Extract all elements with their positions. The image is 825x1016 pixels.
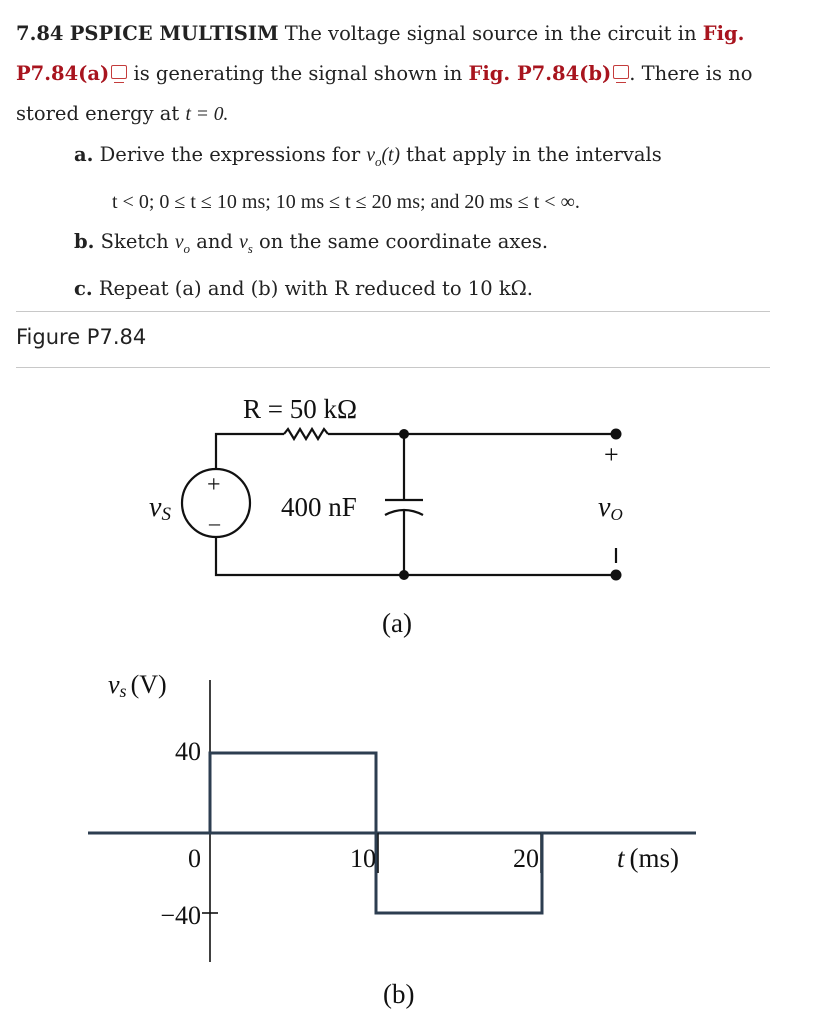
- node-top: [399, 429, 409, 439]
- part-c-label: c.: [74, 276, 93, 300]
- problem-text-3: . There is no: [629, 62, 753, 85]
- x-axis-label-var: t: [617, 843, 625, 873]
- y-tick-label-40: 40: [175, 737, 201, 766]
- source-label: [149, 492, 171, 525]
- vs-var-b: v: [239, 231, 248, 253]
- resistor-label: R = 50 kΩ: [243, 394, 358, 424]
- part-b-text-2: on the same coordinate axes.: [259, 229, 549, 253]
- vo-sub-b: o: [183, 240, 191, 256]
- resistor-symbol: [284, 429, 328, 439]
- y-axis-label-sub: s: [119, 681, 127, 701]
- y-axis-label-unit: (V): [130, 670, 167, 699]
- circuit-nodes: [399, 429, 622, 581]
- part-a-text-2: that apply in the intervals: [406, 143, 662, 166]
- problem-number: 7.84: [16, 22, 64, 45]
- capacitor-label: 400 nF: [281, 492, 357, 522]
- output-label: [598, 492, 623, 524]
- part-a-intervals: t < 0; 0 ≤ t ≤ 10 ms; 10 ms ≤ t ≤ 20 ms; and 20 ms ≤ t < ∞.: [112, 190, 580, 213]
- part-b-and: and: [196, 229, 233, 253]
- problem-text-2: is generating the signal shown in: [133, 62, 463, 85]
- vo-sub: o: [375, 153, 382, 169]
- circuit-caption: (a): [382, 608, 412, 638]
- output-label-sub: O: [610, 505, 623, 524]
- source-plus: +: [207, 472, 221, 498]
- part-b-label: b.: [74, 229, 95, 253]
- vo-var: v: [366, 145, 376, 166]
- part-a-text-1: Derive the expressions for: [99, 143, 361, 166]
- terminal-bottom: [611, 570, 622, 581]
- problem-tags: PSPICE MULTISIM: [69, 22, 279, 45]
- y-axis-label: [108, 670, 167, 701]
- y-axis-label-var: v: [108, 670, 120, 699]
- problem-text-4: stored energy at: [16, 102, 180, 125]
- vo-var-b: v: [174, 231, 184, 253]
- circuit-diagram: [182, 429, 616, 575]
- part-b-text-1: Sketch: [100, 229, 169, 253]
- terminal-top: [611, 429, 622, 440]
- part-a-label: a.: [74, 143, 94, 166]
- node-bottom: [399, 570, 409, 580]
- x-tick-label-10: 10: [350, 844, 376, 873]
- x-axis-label-unit: (ms): [629, 843, 680, 873]
- source-minus: –: [209, 510, 220, 535]
- wire-bottom: [216, 537, 616, 575]
- y-tick-label-0: 0: [188, 844, 201, 873]
- output-plus: +: [604, 440, 619, 469]
- fig-a-link-part2[interactable]: P7.84(a): [16, 62, 110, 85]
- fig-a-link-part1[interactable]: Fig.: [702, 22, 745, 45]
- vs-sub-b: s: [247, 240, 253, 256]
- t-zero: t = 0.: [185, 104, 229, 125]
- y-tick-label-neg40: −40: [160, 901, 201, 930]
- source-label-sub: S: [161, 504, 171, 525]
- problem-text-1: The voltage signal source in the circuit in: [284, 22, 697, 45]
- x-tick-label-20: 20: [513, 844, 539, 873]
- vo-arg: (t): [381, 145, 400, 166]
- signal-graph: [88, 670, 696, 1009]
- part-c-text: Repeat (a) and (b) with R reduced to 10 kΩ.: [98, 276, 533, 300]
- fig-b-link[interactable]: Fig. P7.84(b): [468, 62, 612, 85]
- figure-title: Figure P7.84: [16, 325, 147, 349]
- graph-caption: (b): [383, 979, 415, 1009]
- output-label-var: v: [598, 492, 611, 523]
- source-label-var: v: [149, 492, 162, 523]
- x-axis-label: [617, 843, 679, 873]
- wire-top-left: [216, 434, 284, 468]
